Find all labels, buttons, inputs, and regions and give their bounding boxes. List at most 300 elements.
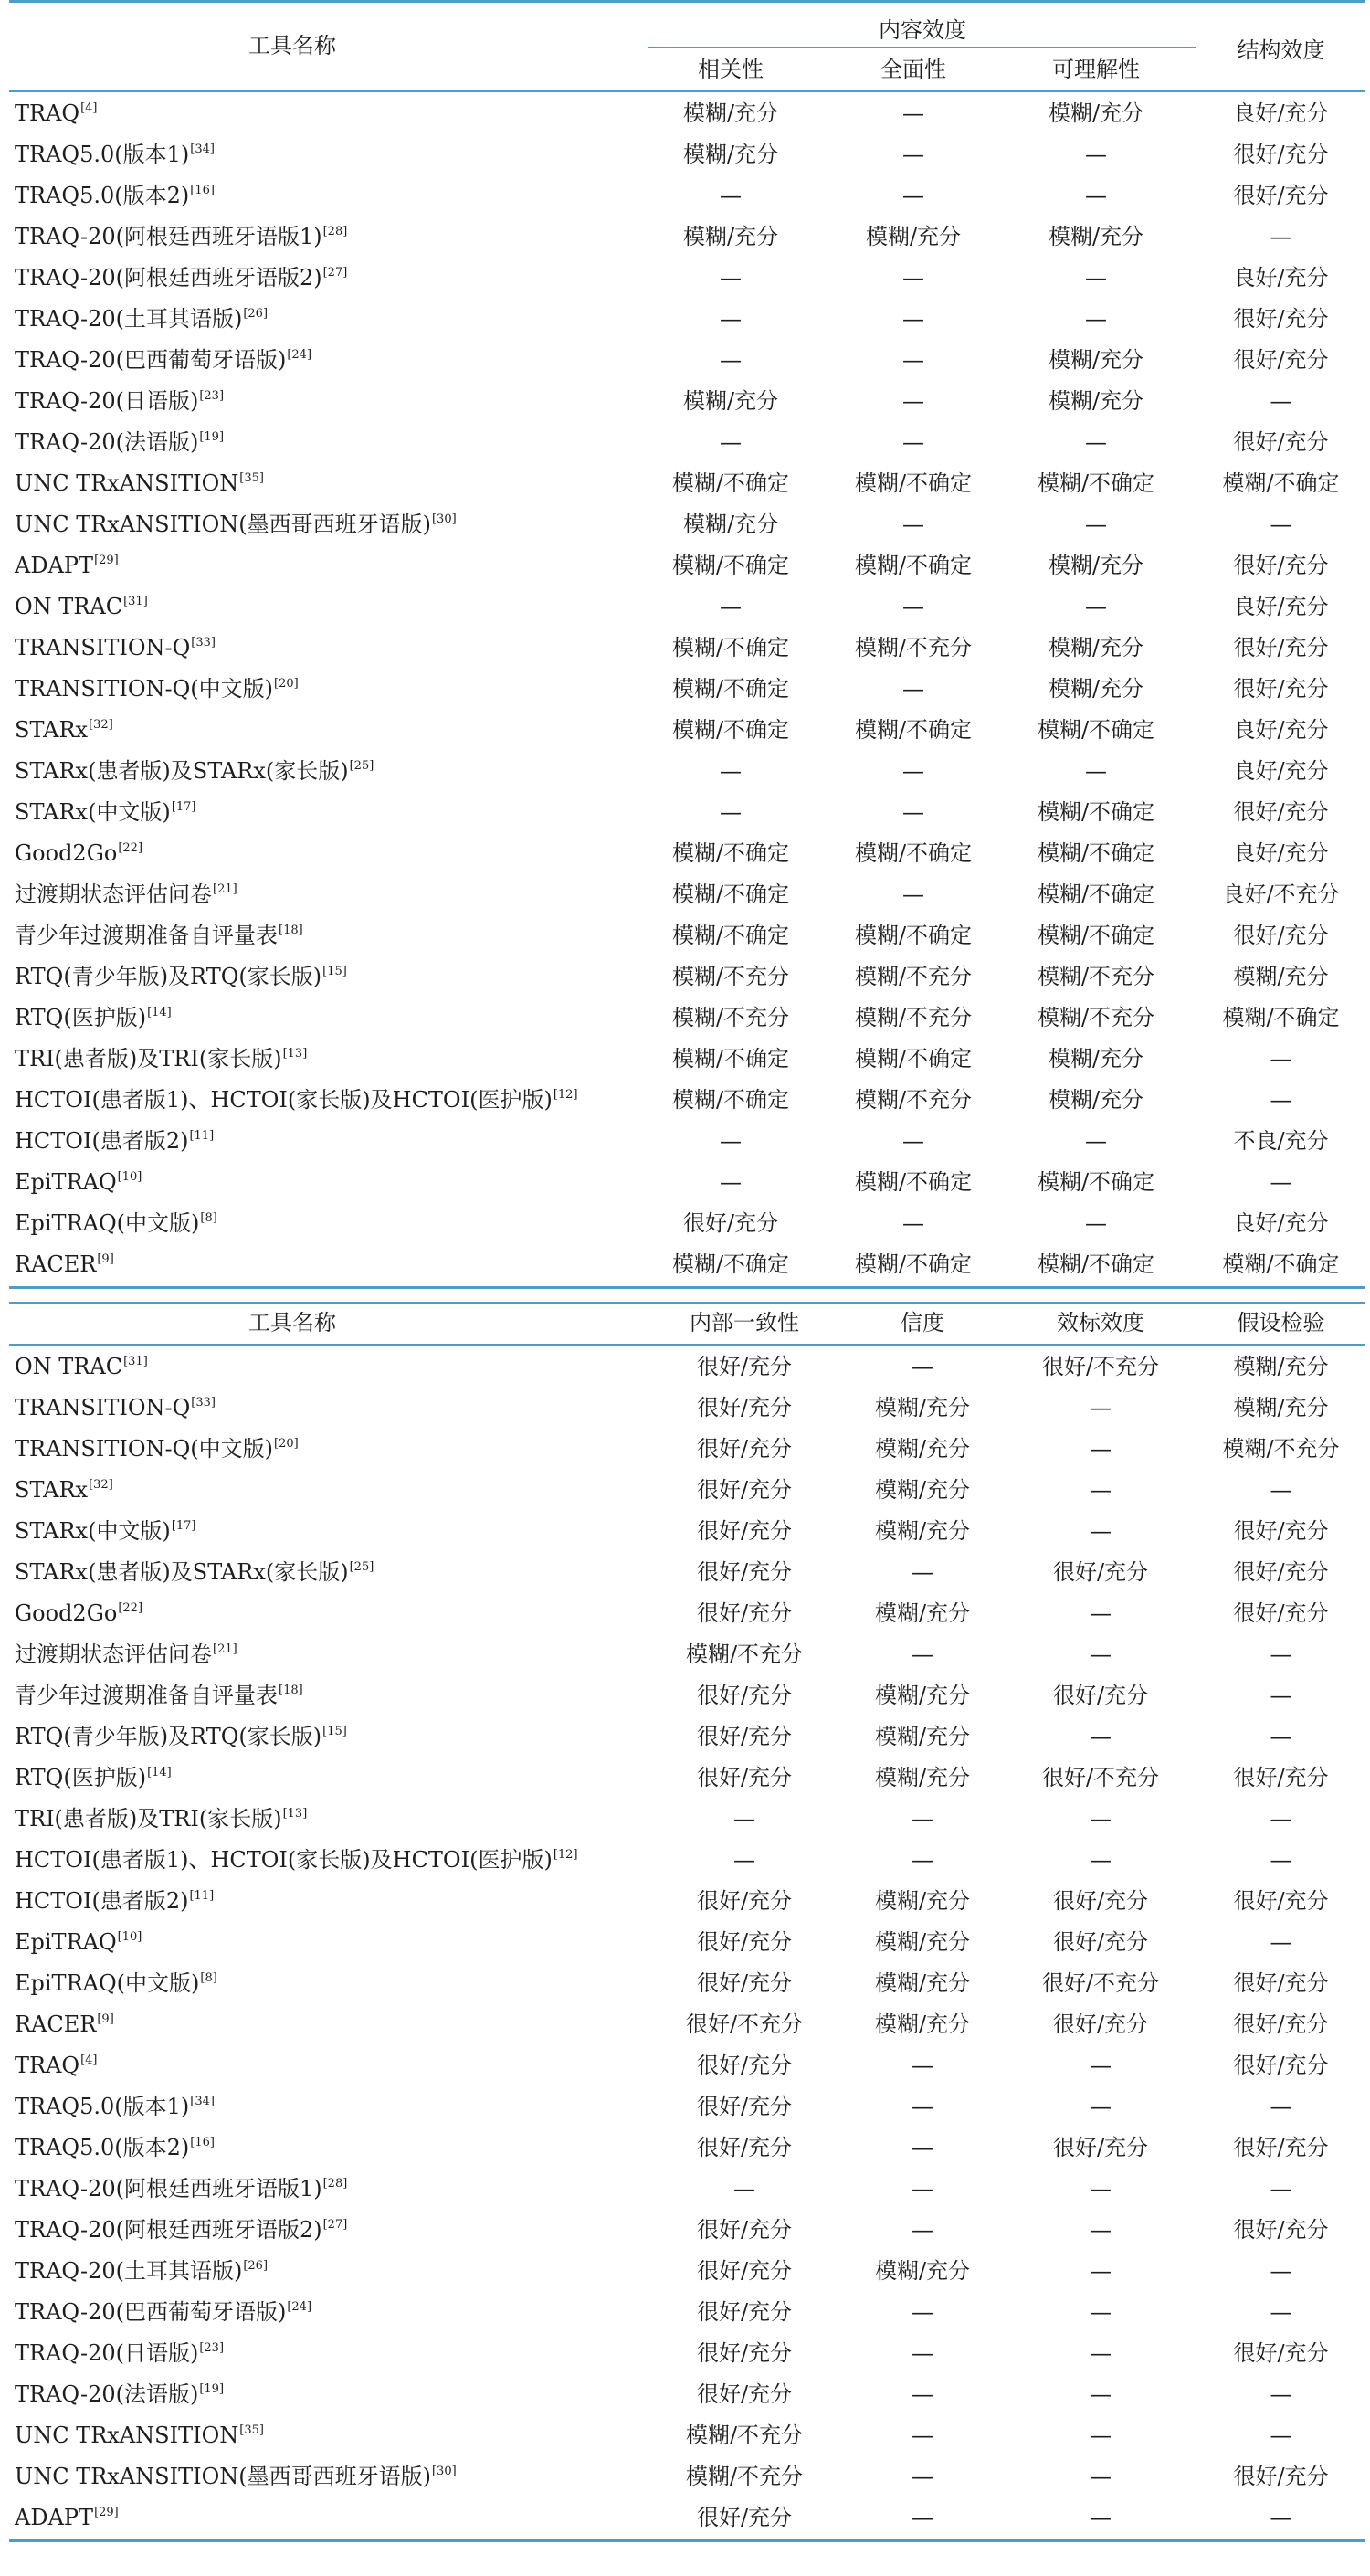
relevance-cell: —: [720, 347, 742, 373]
table1-header-tool: 工具名称: [248, 33, 336, 58]
table-row: [9, 1799, 1365, 1840]
internal-consistency-cell: 很好/不充分: [685, 2011, 804, 2037]
tool-name-cell: [15, 2127, 215, 2172]
reference-citation: [28]: [322, 2177, 348, 2191]
reliability-cell: —: [912, 2217, 933, 2243]
table2-header-internal-consistency: 内部一致性: [690, 1310, 799, 1336]
table-row: [9, 1716, 1365, 1758]
reference-citation: [10]: [117, 1930, 142, 1944]
reference-citation: [4]: [80, 101, 98, 115]
tool-name-cell: [15, 710, 113, 755]
structural-validity-cell: —: [1270, 1169, 1292, 1195]
comprehensiveness-cell: —: [902, 265, 924, 290]
tool-name-cell: [15, 1511, 196, 1556]
criterion-validity-cell: 很好/充分: [1052, 2135, 1149, 2160]
comprehensibility-cell: 模糊/不充分: [1037, 1005, 1155, 1030]
hypothesis-testing-cell: —: [1270, 2094, 1292, 2119]
comprehensiveness-cell: —: [902, 347, 924, 373]
criterion-validity-cell: —: [1090, 2094, 1112, 2119]
relevance-cell: 很好/充分: [682, 1210, 779, 1236]
structural-validity-cell: 良好/充分: [1233, 1210, 1329, 1236]
criterion-validity-cell: 很好/不充分: [1041, 1354, 1160, 1379]
table-row: [9, 1346, 1365, 1388]
table-row: [9, 792, 1365, 833]
comprehensiveness-cell: —: [902, 758, 924, 784]
tool-name-cell: [15, 1922, 142, 1967]
tool-name-cell: [15, 956, 347, 1001]
table-row: [9, 998, 1365, 1039]
comprehensibility-cell: 模糊/不确定: [1037, 717, 1155, 743]
criterion-validity-cell: —: [1090, 1847, 1112, 1873]
tool-name-cell: [15, 2169, 347, 2213]
reliability-cell: —: [912, 1806, 933, 1832]
table1-header-content-validity: 内容效度: [879, 17, 966, 43]
hypothesis-testing-cell: 很好/充分: [1233, 2011, 1329, 2037]
reference-citation: [15]: [322, 1725, 347, 1738]
table1-header: [9, 3, 1365, 90]
tool-name-cell: [15, 998, 172, 1042]
comprehensibility-cell: 模糊/不充分: [1037, 964, 1155, 989]
comprehensibility-cell: —: [1085, 306, 1107, 332]
hypothesis-testing-cell: 模糊/不充分: [1222, 1436, 1340, 1462]
tool-name-cell: [15, 669, 299, 713]
relevance-cell: 模糊/充分: [682, 142, 779, 167]
tool-name-cell: [15, 463, 264, 508]
comprehensibility-cell: —: [1085, 512, 1107, 537]
tool-name-cell: [15, 381, 224, 426]
tool-name-cell: [15, 1881, 214, 1926]
tool-name-cell: [15, 299, 268, 343]
tool-name: TRAQ5.0(版本1): [15, 142, 190, 167]
tool-name-cell: [15, 874, 237, 919]
reliability-cell: —: [912, 1642, 933, 1667]
reference-citation: [35]: [239, 2423, 264, 2437]
table-row: [9, 1511, 1365, 1552]
comprehensibility-cell: —: [1085, 594, 1107, 619]
reliability-cell: —: [912, 2135, 933, 2160]
table-row: [9, 2456, 1365, 2497]
structural-validity-cell: 良好/充分: [1233, 265, 1329, 290]
reference-citation: [32]: [89, 718, 113, 732]
reliability-cell: 模糊/充分: [874, 1888, 971, 1914]
tool-name-cell: [15, 792, 196, 837]
tool-name-cell: [15, 504, 457, 549]
tool-name-cell: [15, 2374, 224, 2419]
internal-consistency-cell: 模糊/不充分: [685, 1642, 804, 1667]
internal-consistency-cell: 很好/充分: [696, 2340, 793, 2366]
relevance-cell: 模糊/不确定: [671, 470, 790, 496]
reference-citation: [21]: [213, 1642, 237, 1656]
reliability-cell: —: [912, 2340, 933, 2366]
hypothesis-testing-cell: 很好/充分: [1233, 1600, 1329, 1626]
reference-citation: [22]: [118, 1601, 143, 1615]
comprehensiveness-cell: 模糊/不充分: [854, 1005, 973, 1030]
tool-name: UNC TRxANSITION: [15, 470, 239, 496]
table-row: [9, 2045, 1365, 2086]
reference-citation: [9]: [97, 1252, 114, 1266]
internal-consistency-cell: —: [733, 2176, 755, 2201]
tool-name-cell: [15, 1552, 374, 1597]
tool-name: EpiTRAQ(中文版): [15, 1210, 200, 1236]
tool-name: HCTOI(患者版2): [15, 1128, 189, 1154]
tool-name-cell: [15, 628, 216, 672]
table-row: [9, 2333, 1365, 2374]
tool-name-cell: [15, 2210, 347, 2254]
internal-consistency-cell: 很好/充分: [696, 2299, 793, 2325]
tool-name: ADAPT: [15, 553, 94, 578]
criterion-validity-cell: —: [1090, 1395, 1112, 1420]
tool-name-cell: [15, 1388, 216, 1432]
criterion-validity-cell: —: [1090, 2505, 1112, 2530]
tool-name: TRAQ-20(巴西葡萄牙语版): [15, 347, 287, 373]
comprehensibility-cell: 模糊/不确定: [1037, 1169, 1155, 1195]
reference-citation: [8]: [200, 1211, 217, 1225]
tool-name: EpiTRAQ: [15, 1929, 117, 1955]
table-row: [9, 710, 1365, 751]
tool-name: TRAQ5.0(版本2): [15, 2135, 190, 2160]
comprehensibility-cell: 模糊/充分: [1048, 224, 1144, 249]
reference-citation: [35]: [239, 471, 264, 485]
comprehensiveness-cell: —: [902, 1210, 924, 1236]
reference-citation: [33]: [191, 636, 216, 649]
criterion-validity-cell: —: [1090, 2381, 1112, 2407]
reference-citation: [17]: [171, 800, 196, 814]
table2-header-hypothesis-testing: 假设检验: [1237, 1310, 1325, 1336]
comprehensibility-cell: —: [1085, 758, 1107, 784]
tool-name: 青少年过渡期准备自评量表: [15, 923, 278, 948]
tool-name: ADAPT: [15, 2505, 94, 2530]
table-row: [9, 669, 1365, 710]
tool-name-cell: [15, 2415, 264, 2460]
comprehensiveness-cell: 模糊/不确定: [854, 717, 973, 743]
structural-validity-cell: 良好/充分: [1233, 594, 1329, 619]
internal-consistency-cell: 很好/充分: [696, 1929, 793, 1955]
hypothesis-testing-cell: 很好/充分: [1233, 2340, 1329, 2366]
tool-name: TRANSITION-Q(中文版): [15, 676, 274, 702]
reliability-cell: 模糊/充分: [874, 1518, 971, 1544]
reference-citation: [29]: [94, 554, 119, 567]
criterion-validity-cell: 很好/充分: [1052, 1683, 1149, 1708]
comprehensiveness-cell: —: [902, 1128, 924, 1154]
reference-citation: [28]: [322, 225, 348, 238]
relevance-cell: 模糊/不确定: [671, 676, 790, 702]
table-row: [9, 1203, 1365, 1244]
comprehensibility-cell: 模糊/不确定: [1037, 799, 1155, 825]
table-row: [9, 2251, 1365, 2292]
reference-citation: [27]: [322, 266, 348, 280]
reference-citation: [12]: [553, 1848, 578, 1862]
tool-name-cell: [15, 1758, 172, 1802]
table-row: [9, 1675, 1365, 1716]
reliability-cell: 模糊/充分: [874, 1683, 971, 1708]
comprehensiveness-cell: 模糊/不确定: [854, 1251, 973, 1277]
table-row: [9, 2127, 1365, 2169]
internal-consistency-cell: —: [733, 1806, 755, 1832]
hypothesis-testing-cell: —: [1270, 2176, 1292, 2201]
comprehensiveness-cell: 模糊/不确定: [854, 923, 973, 948]
structural-validity-cell: 良好/充分: [1233, 717, 1329, 743]
tool-name: TRAQ-20(法语版): [15, 429, 199, 455]
tool-name: TRANSITION-Q(中文版): [15, 1436, 274, 1462]
tool-name-cell: [15, 1346, 148, 1391]
reliability-cell: —: [912, 2464, 933, 2489]
reliability-cell: —: [912, 1847, 933, 1873]
tool-name: HCTOI(患者版1)、HCTOI(家长版)及HCTOI(医护版): [15, 1847, 553, 1873]
tool-name-cell: [15, 1840, 578, 1884]
relevance-cell: 模糊/充分: [682, 512, 779, 537]
structural-validity-cell: 模糊/不确定: [1222, 470, 1340, 496]
table-row: [9, 833, 1365, 874]
structural-validity-cell: —: [1270, 224, 1292, 249]
internal-consistency-cell: 很好/充分: [696, 1683, 793, 1708]
comprehensibility-cell: —: [1085, 1210, 1107, 1236]
tool-name-cell: [15, 1244, 114, 1289]
comprehensiveness-cell: 模糊/不确定: [854, 840, 973, 866]
table-row: [9, 1963, 1365, 2004]
internal-consistency-cell: 很好/充分: [696, 1477, 793, 1503]
relevance-cell: —: [720, 1169, 742, 1195]
table-row: [9, 175, 1365, 216]
reliability-cell: 模糊/充分: [874, 2258, 971, 2284]
table2-header-tool: 工具名称: [248, 1310, 336, 1336]
tool-name: TRAQ-20(阿根廷西班牙语版1): [15, 224, 322, 249]
reference-citation: [14]: [147, 1766, 172, 1779]
table-row: [9, 545, 1365, 586]
hypothesis-testing-cell: —: [1270, 1847, 1292, 1873]
tool-name-cell: [15, 545, 119, 590]
tool-name: HCTOI(患者版1)、HCTOI(家长版)及HCTOI(医护版): [15, 1087, 553, 1113]
hypothesis-testing-cell: —: [1270, 2299, 1292, 2325]
table-row: [9, 1840, 1365, 1881]
reference-citation: [23]: [199, 2341, 225, 2355]
tool-name-cell: [15, 1675, 303, 1720]
tool-name: RTQ(医护版): [15, 1765, 147, 1790]
relevance-cell: 模糊/不确定: [671, 635, 790, 660]
structural-validity-cell: 很好/充分: [1233, 183, 1329, 208]
hypothesis-testing-cell: —: [1270, 2258, 1292, 2284]
hypothesis-testing-cell: 很好/充分: [1233, 2464, 1329, 2489]
comprehensiveness-cell: —: [902, 594, 924, 619]
criterion-validity-cell: —: [1090, 1642, 1112, 1667]
tool-name: UNC TRxANSITION: [15, 2423, 239, 2448]
reference-citation: [21]: [213, 882, 237, 896]
tool-name: ON TRAC: [15, 1354, 123, 1379]
tool-name: 过渡期状态评估问卷: [15, 882, 212, 907]
criterion-validity-cell: 很好/充分: [1052, 2011, 1149, 2037]
tool-name: TRAQ-20(日语版): [15, 388, 199, 414]
comprehensiveness-cell: —: [902, 388, 924, 414]
hypothesis-testing-cell: —: [1270, 1683, 1292, 1708]
criterion-validity-cell: —: [1090, 2217, 1112, 2243]
relevance-cell: —: [720, 429, 742, 455]
reference-citation: [32]: [89, 1478, 113, 1492]
reference-citation: [25]: [349, 759, 374, 773]
reference-citation: [11]: [189, 1889, 215, 1903]
table-row: [9, 1634, 1365, 1675]
hypothesis-testing-cell: 很好/充分: [1233, 1970, 1329, 1996]
reference-citation: [18]: [279, 1684, 303, 1697]
hypothesis-testing-cell: 模糊/充分: [1233, 1354, 1329, 1379]
criterion-validity-cell: —: [1090, 1600, 1112, 1626]
tool-name-cell: [15, 1593, 142, 1638]
hypothesis-testing-cell: —: [1270, 1724, 1292, 1749]
structural-validity-cell: 模糊/充分: [1233, 964, 1329, 989]
tool-name-cell: [15, 2333, 224, 2378]
table1-header-comprehensiveness: 全面性: [880, 57, 946, 82]
relevance-cell: 模糊/不确定: [671, 923, 790, 948]
reference-citation: [29]: [94, 2506, 119, 2519]
table-row: [9, 1429, 1365, 1470]
tool-name-cell: [15, 1963, 217, 2008]
table-row: [9, 340, 1365, 381]
table1-body: [9, 92, 1365, 1285]
structural-validity-cell: 很好/充分: [1233, 347, 1329, 373]
tool-name-cell: [15, 2292, 311, 2337]
reference-citation: [24]: [287, 348, 312, 362]
internal-consistency-cell: 很好/充分: [696, 1970, 793, 1996]
table-row: [9, 422, 1365, 463]
hypothesis-testing-cell: —: [1270, 2381, 1292, 2407]
reference-citation: [33]: [191, 1396, 216, 1409]
internal-consistency-cell: 很好/充分: [696, 2135, 793, 2160]
structural-validity-cell: 很好/充分: [1233, 429, 1329, 455]
structural-validity-cell: 很好/充分: [1233, 799, 1329, 825]
table2-header: [9, 1304, 1365, 1344]
tool-name: STARx(患者版)及STARx(家长版): [15, 1559, 349, 1585]
structural-validity-cell: 很好/充分: [1233, 553, 1329, 578]
criterion-validity-cell: —: [1090, 2340, 1112, 2366]
tool-name-cell: [15, 2497, 119, 2542]
table-row: [9, 463, 1365, 504]
tool-name-cell: [15, 2251, 268, 2296]
relevance-cell: 模糊/不确定: [671, 553, 790, 578]
reference-citation: [31]: [123, 595, 148, 608]
tool-name-cell: [15, 134, 215, 179]
criterion-validity-cell: —: [1090, 2176, 1112, 2201]
tool-name: UNC TRxANSITION(墨西哥西班牙语版): [15, 512, 431, 537]
comprehensibility-cell: 模糊/不确定: [1037, 840, 1155, 866]
tool-name-cell: [15, 1121, 214, 1166]
reliability-cell: —: [912, 2423, 933, 2448]
table-row: [9, 2086, 1365, 2127]
table-row: [9, 381, 1365, 422]
comprehensiveness-cell: 模糊/不充分: [854, 1087, 973, 1113]
structural-validity-cell: —: [1270, 1046, 1292, 1072]
comprehensiveness-cell: —: [902, 142, 924, 167]
reference-citation: [14]: [147, 1006, 172, 1019]
tool-name: TRANSITION-Q: [15, 635, 191, 660]
reference-citation: [10]: [117, 1170, 142, 1184]
reliability-cell: —: [912, 2381, 933, 2407]
internal-consistency-cell: 很好/充分: [696, 1354, 793, 1379]
comprehensiveness-cell: 模糊/不确定: [854, 1046, 973, 1072]
table-row: [9, 956, 1365, 998]
criterion-validity-cell: 很好/充分: [1052, 1559, 1149, 1585]
criterion-validity-cell: —: [1090, 2258, 1112, 2284]
relevance-cell: —: [720, 306, 742, 332]
tool-name-cell: [15, 1634, 237, 1679]
hypothesis-testing-cell: 很好/充分: [1233, 1765, 1329, 1790]
table-row: [9, 2169, 1365, 2210]
tool-name-cell: [15, 1716, 347, 1761]
reliability-cell: 模糊/充分: [874, 1477, 971, 1503]
reference-citation: [19]: [199, 430, 225, 444]
comprehensibility-cell: 模糊/充分: [1048, 635, 1144, 660]
comprehensibility-cell: 模糊/充分: [1048, 1046, 1144, 1072]
internal-consistency-cell: —: [733, 1847, 755, 1873]
relevance-cell: —: [720, 594, 742, 619]
tool-name: RTQ(青少年版)及RTQ(家长版): [15, 964, 322, 989]
tool-name: Good2Go: [15, 1600, 118, 1626]
comprehensibility-cell: 模糊/充分: [1048, 1087, 1144, 1113]
tool-name: UNC TRxANSITION(墨西哥西班牙语版): [15, 2464, 431, 2489]
hypothesis-testing-cell: —: [1270, 2423, 1292, 2448]
comprehensibility-cell: 模糊/不确定: [1037, 470, 1155, 496]
table-row: [9, 628, 1365, 669]
tool-name-cell: [15, 2004, 114, 2049]
tool-name: TRAQ-20(日语版): [15, 2340, 199, 2366]
structural-validity-cell: 良好/不充分: [1222, 882, 1340, 907]
reference-citation: [24]: [287, 2300, 312, 2314]
structural-validity-cell: 良好/充分: [1233, 758, 1329, 784]
table-row: [9, 751, 1365, 792]
comprehensiveness-cell: —: [902, 100, 924, 126]
tool-name-cell: [15, 833, 142, 878]
structural-validity-cell: 很好/充分: [1233, 635, 1329, 660]
internal-consistency-cell: 很好/充分: [696, 1765, 793, 1790]
comprehensibility-cell: 模糊/充分: [1048, 388, 1144, 414]
internal-consistency-cell: 很好/充分: [696, 2381, 793, 2407]
reference-citation: [26]: [243, 307, 269, 321]
tool-name: 过渡期状态评估问卷: [15, 1642, 212, 1667]
table-row: [9, 1388, 1365, 1429]
table1-header-comprehensibility: 可理解性: [1052, 57, 1140, 82]
tool-name: TRAQ-20(土耳其语版): [15, 2258, 243, 2284]
reliability-cell: 模糊/充分: [874, 1436, 971, 1462]
tool-name-cell: [15, 1080, 578, 1124]
internal-consistency-cell: 很好/充分: [696, 2094, 793, 2119]
comprehensiveness-cell: —: [902, 676, 924, 702]
relevance-cell: 模糊/不确定: [671, 1087, 790, 1113]
reference-citation: [12]: [553, 1088, 578, 1102]
internal-consistency-cell: 很好/充分: [696, 2217, 793, 2243]
criterion-validity-cell: 很好/不充分: [1041, 1970, 1160, 1996]
tool-name: EpiTRAQ: [15, 1169, 117, 1195]
hypothesis-testing-cell: —: [1270, 2505, 1292, 2530]
internal-consistency-cell: 很好/充分: [696, 2258, 793, 2284]
table-row: [9, 93, 1365, 134]
hypothesis-testing-cell: —: [1270, 1477, 1292, 1503]
table-row: [9, 1039, 1365, 1080]
hypothesis-testing-cell: 很好/充分: [1233, 2135, 1329, 2160]
reliability-cell: 模糊/充分: [874, 1600, 971, 1626]
comprehensiveness-cell: 模糊/不确定: [854, 553, 973, 578]
hypothesis-testing-cell: —: [1270, 1642, 1292, 1667]
relevance-cell: 模糊/不确定: [671, 882, 790, 907]
table-row: [9, 2374, 1365, 2415]
tool-name: TRAQ5.0(版本2): [15, 183, 190, 208]
reference-citation: [11]: [189, 1129, 215, 1143]
reliability-cell: 模糊/充分: [874, 1724, 971, 1749]
table-row: [9, 258, 1365, 299]
tool-name: STARx: [15, 1477, 89, 1503]
hypothesis-testing-cell: 很好/充分: [1233, 2053, 1329, 2078]
tool-name-cell: [15, 93, 98, 138]
criterion-validity-cell: —: [1090, 2299, 1112, 2325]
comprehensibility-cell: 模糊/不确定: [1037, 923, 1155, 948]
table-row: [9, 874, 1365, 915]
comprehensibility-cell: 模糊/充分: [1048, 553, 1144, 578]
